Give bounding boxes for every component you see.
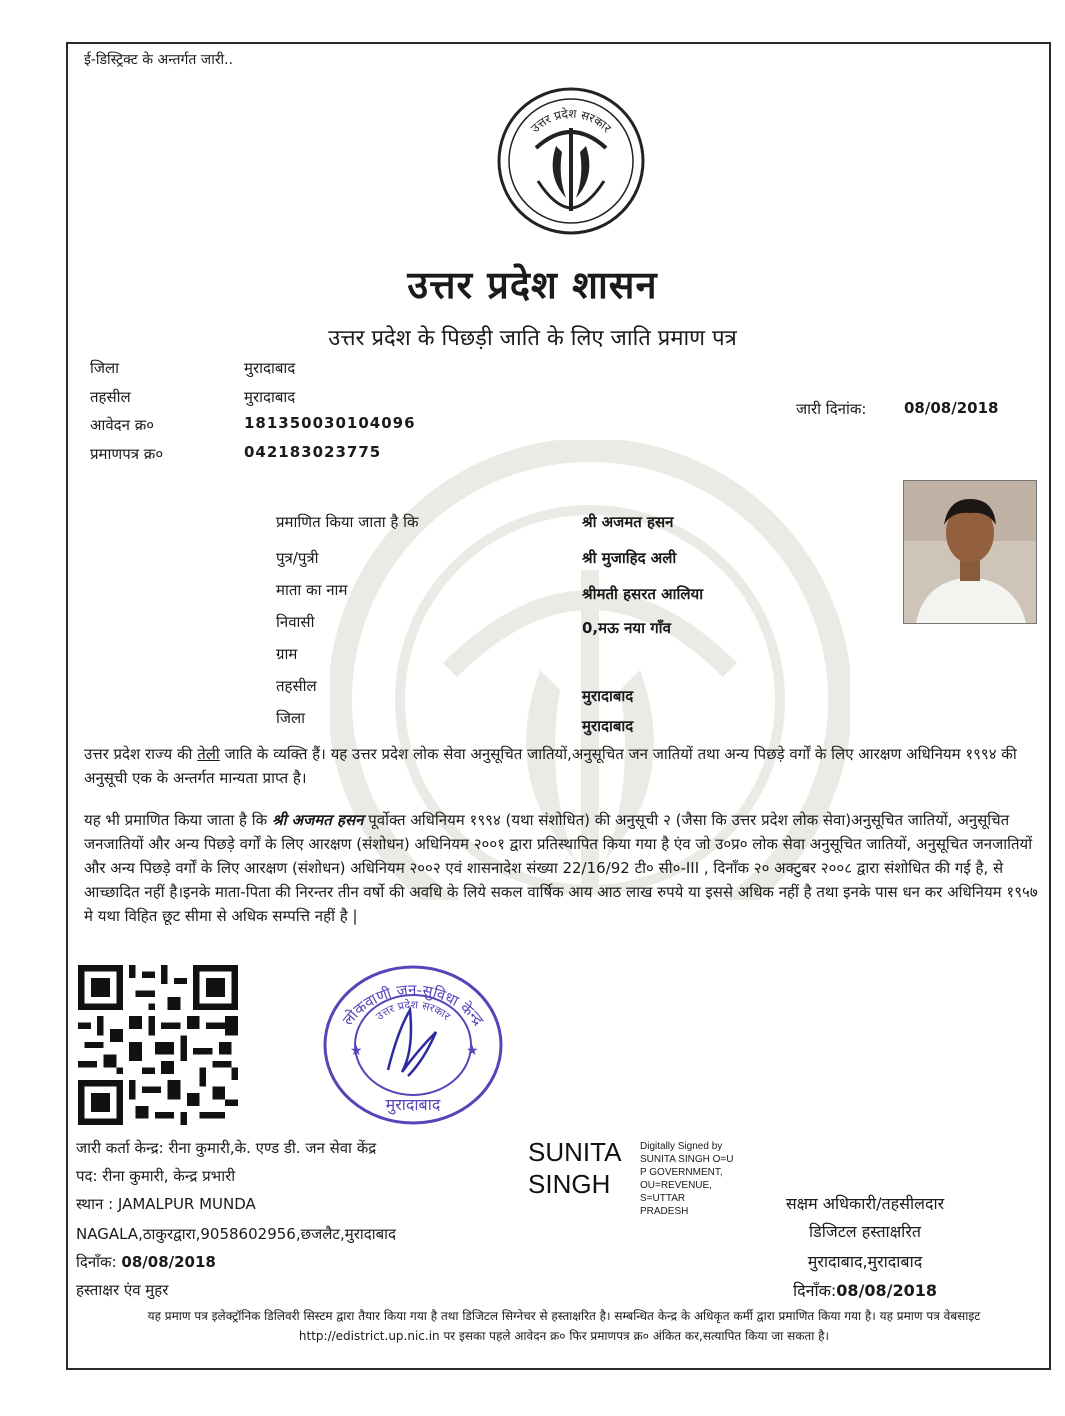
applicant-photo: [903, 480, 1037, 624]
resident-value: 0,मऊ नया गाँव: [582, 619, 671, 637]
relation-label: पुत्र/पुत्री: [276, 549, 319, 567]
father-name: श्री मुजाहिद अली: [582, 549, 677, 567]
certified-person-name: श्री अजमत हसन: [271, 811, 364, 829]
authority-title: सक्षम अधिकारी/तहसीलदार: [785, 1194, 945, 1213]
details-district-label: जिला: [276, 709, 306, 727]
issuer-place-line-2: NAGALA,ठाकुरद्वारा,9058602956,छजलैट,मुरादाबाद: [76, 1225, 396, 1243]
qr-code: [78, 965, 238, 1125]
svg-text:★: ★: [350, 1043, 363, 1059]
seal-ring-text: लोकवाणी जन-सुविधा केन्द्र: [338, 980, 488, 1029]
issuer-post: पद: रीना कुमारी, केन्द्र प्रभारी: [76, 1167, 236, 1185]
authority-digitally-signed: डिजिटल हस्ताक्षरित: [809, 1222, 921, 1241]
footer-verification-note: यह प्रमाण पत्र इलेक्ट्रॉनिक डिलिवरी सिस्टम द्वारा तैयार किया गया है तथा डिजिटल सिग्नेचर से हस्ताक्षरित है। सम्बन्धित केन्द्र के अधिकृत कर्मी द्वारा प्रमाणित किया गया है। यह प्रमाण पत्र वेबसाइट http://edistrict.up.nic.in पर इसका पहले आवेदन क्र० फिर प्रमाणपत्र क्र० अंकित कर,सत्यापित किया जा सकता है।: [147, 1309, 981, 1343]
digital-signature-details: Digitally Signed by SUNITA SINGH O=U P GOVERNMENT, OU=REVENUE, S=UTTAR PRADESH: [640, 1141, 734, 1217]
details-tehsil-value: मुरादाबाद: [582, 687, 634, 705]
authority-date: 08/08/2018: [836, 1281, 938, 1300]
district-value: मुरादाबाद: [244, 359, 296, 377]
page-title: उत्तर प्रदेश शासन: [407, 262, 658, 307]
issued-under-note: ई-डिस्ट्रिक्ट के अन्तर्गत जारी..: [84, 52, 234, 68]
seal-bottom-text: मुरादाबाद: [385, 1095, 441, 1114]
issue-date: 08/08/2018: [904, 399, 999, 417]
handwritten-signature: [388, 1010, 436, 1076]
authority-date-line: दिनाँक:08/08/2018: [792, 1281, 938, 1300]
caste-name: तेली: [197, 745, 220, 763]
certification-paragraph: यह भी प्रमाणित किया जाता है कि श्री अजमत हसन पूर्वोक्त अधिनियम १९९४ (यथा संशोधित) की अनुसूची २ (जैसा कि उत्तर प्रदेश लोक सेवा)अनुसूचित जातियों, अनुसूचित जनजातियों और अन्य पिछड़े वर्गों के लिए आरक्षण (संशोधन) अधिनियम २००१ द्वारा प्रतिस्थापित किया गया है एंव जो उ०प्र० लोक सेवा अनुसूचित जातियों, अनुसूचित जनजातियों और अन्य पिछड़े वर्गों के लिए आरक्षण (संशोधन) अधिनियम २००२ एवं शासनादेश संख्या 22/16/92 टी० सी०-III , दिनाँक २० अक्टुबर २००८ द्वारा संशोधित की गई है, से आच्छादित नहीं है।इनके माता-पिता की निरन्तर तीन वर्षो की अवधि के लिये सकल वार्षिक आय आठ लाख रुपये या इससे अधिक नहीं है तथा इनके पास धन कर अधिनियम १९५७ मे यथा विहित छूट सीमा से अधिक सम्पत्ति नहीं है |: [84, 811, 1038, 925]
issuer-place-line-1: स्थान : JAMALPUR MUNDA: [76, 1195, 256, 1213]
svg-text:★: ★: [466, 1043, 479, 1059]
up-government-emblem: [496, 86, 646, 236]
emblem-text: उत्तर प्रदेश सरकार: [528, 106, 615, 136]
details-district-value: मुरादाबाद: [582, 717, 634, 735]
applicant-name: श्री अजमत हसन: [582, 513, 674, 531]
resident-label: निवासी: [276, 613, 315, 631]
district-label: जिला: [90, 359, 120, 377]
signature-and-seal-label: हस्ताक्षर एंव मुहर: [76, 1281, 169, 1299]
digital-signer-name: SUNITA SINGH: [528, 1137, 622, 1199]
certificate-subtitle: उत्तर प्रदेश के पिछड़ी जाति के लिए जाति प्रमाण पत्र: [328, 326, 737, 351]
certificate-number: 042183023775: [244, 443, 382, 461]
issuer-date-line: दिनाँक: 08/08/2018: [76, 1253, 216, 1271]
seal-inner-text: उत्तर प्रदेश सरकार: [373, 998, 453, 1023]
caste-paragraph: उत्तर प्रदेश राज्य की तेली जाति के व्यक्ति हैं। यह उत्तर प्रदेश लोक सेवा अनुसूचित जातियों,अनुसूचित जन जातियों तथा अन्य पिछड़े वर्गों के लिए आरक्षण अधिनियम १९९४ की अनुसूची एक के अन्तर्गत मान्यता प्राप्त है।: [84, 745, 1017, 787]
village-label: ग्राम: [276, 645, 298, 663]
authority-location: मुरादाबाद,मुरादाबाद: [807, 1252, 923, 1271]
mother-name: श्रीमती हसरत आलिया: [582, 585, 704, 603]
certificate-number-label: प्रमाणपत्र क्र०: [90, 445, 164, 463]
application-number-label: आवेदन क्र०: [90, 416, 155, 434]
details-tehsil-label: तहसील: [276, 677, 317, 695]
certified-label: प्रमाणित किया जाता है कि: [276, 513, 419, 531]
issuer-date: 08/08/2018: [121, 1253, 216, 1271]
issuing-center: जारी कर्ता केन्द्र: रीना कुमारी,के. एण्ड डी. जन सेवा केंद्र: [76, 1139, 377, 1157]
issue-date-label: जारी दिनांक:: [796, 400, 867, 418]
official-seal-stamp: [318, 960, 508, 1130]
application-number: 181350030104096: [244, 414, 416, 432]
mother-label: माता का नाम: [276, 581, 348, 599]
tehsil-label: तहसील: [90, 388, 131, 406]
tehsil-value: मुरादाबाद: [244, 388, 296, 406]
